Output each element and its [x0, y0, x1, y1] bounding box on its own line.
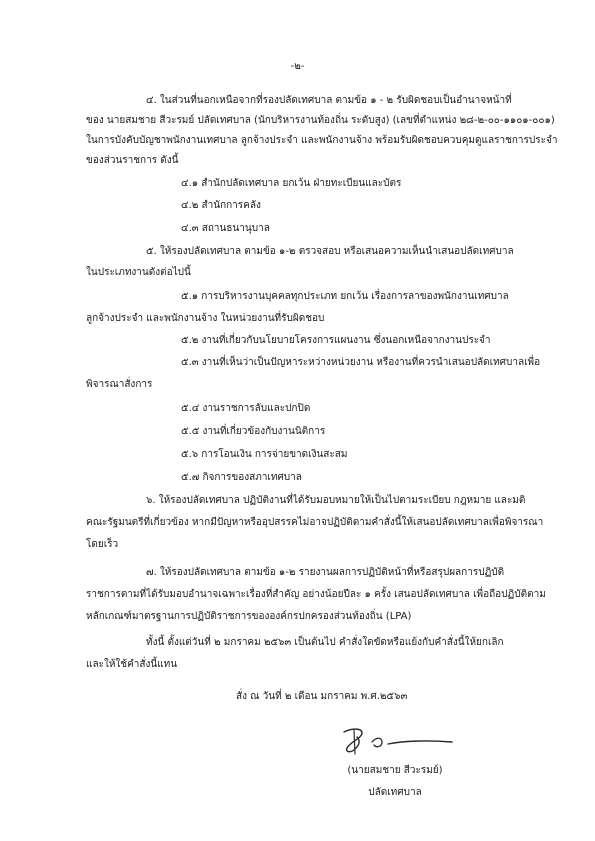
clause-5-item-6: ๕.๖ การโอนเงิน การจ่ายขาดเงินสะสม	[181, 449, 348, 460]
closing-line-2: และให้ใช้คำสั่งนี้แทน	[86, 659, 178, 670]
clause-7-line-2: ราชการตามที่ได้รับมอบอำนาจเฉพาะเรื่องที่สำคัญ อย่างน้อยปีละ ๑ ครั้ง เสนอปลัดเทศบาล เพื่อถือปฏิบัติตาม	[86, 589, 546, 600]
clause-5-item-3-line-1: ๕.๓ งานที่เห็นว่าเป็นปัญหาระหว่างหน่วยงาน หรืองานที่ควรนำเสนอปลัดเทศบาลเพื่อ	[181, 357, 541, 368]
clause-5-line-1: ๕. ให้รองปลัดเทศบาล ตามข้อ ๑-๒ ตรวจสอบ หรือเสนอความเห็นนำเสนอปลัดเทศบาล	[146, 246, 514, 257]
page-number: -๒-	[290, 61, 305, 72]
clause-5-item-3-line-2: พิจารณาสั่งการ	[86, 379, 153, 390]
clause-4-item-1: ๔.๑ สำนักปลัดเทศบาล ยกเว้น ฝ่ายทะเบียนและบัตร	[181, 178, 402, 189]
clause-4-line-4: ของส่วนราชการ ดังนี้	[86, 155, 179, 166]
ordered-date-line: สั่ง ณ วันที่ ๒ เดือน มกราคม พ.ศ.๒๕๖๓	[236, 691, 408, 702]
clause-5-line-2: ในประเภทงานดังต่อไปนี้	[86, 267, 191, 278]
clause-7-line-1: ๗. ให้รองปลัดเทศบาล ตามข้อ ๑-๒ รายงานผลการปฏิบัติหน้าที่หรือสรุปผลการปฏิบัติ	[146, 567, 505, 578]
clause-5-item-4: ๕.๔ งานราชการลับและปกปิด	[181, 403, 311, 414]
signatory-position: ปลัดเทศบาล	[368, 787, 422, 798]
clause-4-item-3: ๔.๓ สถานธนานุบาล	[181, 223, 270, 234]
closing-line-1: ทั้งนี้ ตั้งแต่วันที่ ๒ มกราคม ๒๕๖๓ เป็นต้นไป คำสั่งใดขัดหรือแย้งกับคำสั่งนี้ให้ยกเลิก	[146, 637, 504, 648]
clause-6-line-1: ๖. ให้รองปลัดเทศบาล ปฏิบัติงานที่ได้รับมอบหมายให้เป็นไปตามระเบียบ กฎหมาย และมติ	[146, 495, 526, 506]
clause-4-line-2: ของ นายสมชาย สีวะรมย์ ปลัดเทศบาล (นักบริหารงานท้องถิ่น ระดับสูง) (เลขที่ตำแหน่ง ๒๘-๒-๐๐-๑๑๐๑-๐๐๑)	[86, 115, 555, 126]
clause-6-line-2: คณะรัฐมนตรีที่เกี่ยวข้อง หากมีปัญหาหรืออุปสรรคไม่อาจปฏิบัติตามคำสั่งนี้ให้เสนอปลัดเทศบาลเพื่อพิจารณา	[86, 517, 544, 528]
clause-5-item-1-line-2: ลูกจ้างประจำ และพนักงานจ้าง ในหน่วยงานที่รับผิดชอบ	[86, 313, 325, 324]
clause-4-line-1: ๔. ในส่วนที่นอกเหนือจากที่รองปลัดเทศบาล ตามข้อ ๑ - ๒ รับผิดชอบเป็นอำนาจหน้าที่	[146, 95, 512, 106]
clause-5-item-7: ๕.๗ กิจการของสภาเทศบาล	[181, 472, 302, 483]
clause-4-item-2: ๔.๒ สำนักการคลัง	[181, 200, 261, 211]
clause-6-line-3: โดยเร็ว	[86, 539, 119, 550]
clause-7-line-3: หลักเกณฑ์มาตรฐานการปฏิบัติราชการขององค์กรปกครองส่วนท้องถิ่น (LPA)	[86, 611, 412, 622]
clause-5-item-5: ๕.๕ งานที่เกี่ยวข้องกับงานนิติการ	[181, 426, 326, 437]
clause-5-item-1-line-1: ๕.๑ การบริหารงานบุคคลทุกประเภท ยกเว้น เรื่องการลาของพนักงานเทศบาล	[181, 291, 509, 302]
clause-4-line-3: ในการบังคับบัญชาพนักงานเทศบาล ลูกจ้างประจำ และพนักงานจ้าง พร้อมรับผิดชอบควบคุมดูแลราชการประจำ	[86, 135, 558, 146]
handwritten-signature	[338, 724, 458, 758]
clause-5-item-2: ๕.๒ งานที่เกี่ยวกับนโยบายโครงการแผนงาน ซึ่งนอกเหนือจากงานประจำ	[181, 335, 491, 346]
signatory-name: (นายสมชาย สีวะรมย์)	[347, 765, 443, 776]
